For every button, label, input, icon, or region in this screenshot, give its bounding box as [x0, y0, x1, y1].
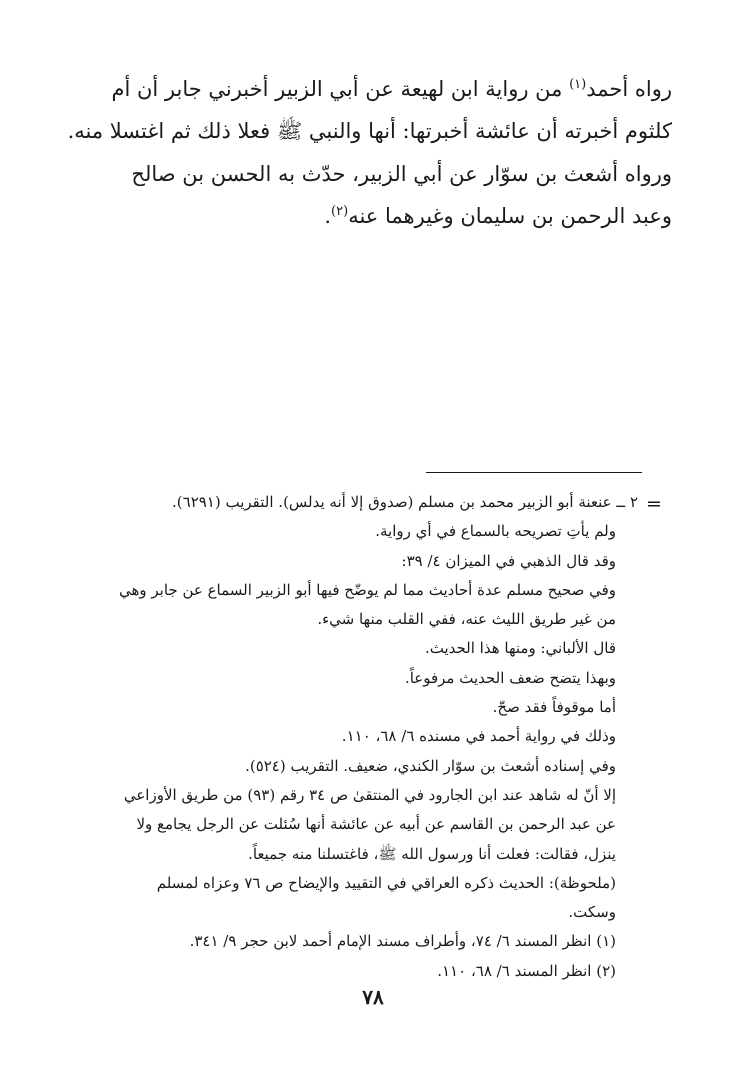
footnote-line: من غير طريق الليث عنه، ففي القلب منها شيء.: [317, 610, 616, 629]
footnote-ref-2: (٢): [331, 204, 349, 219]
footnote-2: (٢) انظر المسند ٦/ ٦٨، ١١٠.: [437, 961, 616, 980]
paragraph-1: [62, 68, 672, 152]
paragraph-2: [62, 153, 672, 237]
text-run: وعبد الرحمن بن سليمان وغيرهما عنه: [348, 204, 672, 228]
footnote-line: وذلك في رواية أحمد في مسنده ٦/ ٦٨، ١١٠.: [341, 727, 616, 746]
footnote-continuation-mark: =: [646, 493, 662, 515]
footnote-line: وسكت.: [568, 903, 616, 922]
footnote-line: وفي إسناده أشعث بن سوّار الكندي، ضعيف. التقريب (٥٢٤).: [245, 756, 616, 775]
footnote-line: وبهذا يتضح ضعف الحديث مرفوعاً.: [404, 668, 616, 687]
footnote-line: ٢ ــ عنعنة أبو الزبير محمد بن مسلم (صدوق إلا أنه يدلس). التقريب (٦٢٩١).: [172, 493, 638, 511]
footnote-line: وفي صحيح مسلم عدة أحاديث مما لم يوضّح فيها أبو الزبير السماع عن جابر وهي: [118, 580, 616, 599]
footnote-line: (ملحوظة): الحديث ذكره العراقي في التقييد والإيضاح ص ٧٦ وعزاه لمسلم: [156, 873, 616, 892]
text-run: .: [324, 204, 332, 228]
footnote-line: إلا أنّ له شاهد عند ابن الجارود في المنتقىٰ ص ٣٤ رقم (٩٣) من طريق الأوزاعي: [123, 785, 616, 804]
footnote-line: ينزل، فقالت: فعلت أنا ورسول الله ﷺ، فاغتسلنا منه جميعاً.: [248, 844, 616, 863]
footnote-ref-1: (١): [569, 77, 587, 92]
footnote-line: قال الألباني: ومنها هذا الحديث.: [424, 639, 616, 658]
footnote-line: ولم يأتِ تصريحه بالسماع في أي رواية.: [375, 522, 616, 541]
text-run: كلثوم أخبرته أن عائشة أخبرتها: أنها والنبي ﷺ فعلا ذلك ثم اغتسلا منه.: [67, 119, 672, 143]
footnote-line: أما موقوفاً فقد صحّ.: [492, 698, 616, 717]
text-run: من رواية ابن لهيعة عن أبي الزبير أخبرني جابر أن أم: [111, 77, 570, 101]
footnote-line: عن عبد الرحمن بن القاسم عن أبيه عن عائشة أنها سُئلت عن الرجل يجامع ولا: [136, 815, 616, 834]
footnote-1: (١) انظر المسند ٦/ ٧٤، وأطراف مسند الإمام أحمد لابن حجر ٩/ ٣٤١.: [189, 932, 616, 951]
text-run: رواه أحمد: [586, 77, 672, 101]
main-text: [62, 68, 672, 237]
footnote-line: وقد قال الذهبي في الميزان ٤/ ٣٩:: [401, 551, 616, 570]
footnote-separator: [426, 472, 642, 473]
footnotes: [80, 488, 638, 986]
text-run: ورواه أشعث بن سوّار عن أبي الزبير، حدّث به الحسن بن صالح: [131, 162, 672, 186]
page-number: ٧٨: [362, 985, 384, 1009]
